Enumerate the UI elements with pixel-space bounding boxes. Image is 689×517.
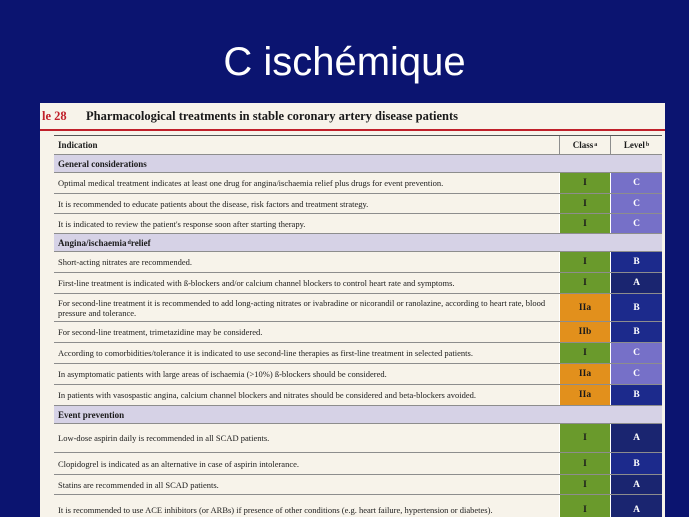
table-row [54,495,662,517]
indication-cell: Clopidogrel is indicated as an alternative in case of aspirin intolerance. [58,458,299,469]
class-cell: IIa [559,364,610,384]
level-cell: B [610,322,662,342]
table-row [54,322,662,343]
indication-cell: In asymptomatic patients with large areas of ischaemia (>10%) ß-blockers should be considered. [58,369,387,379]
class-cell: I [559,214,610,233]
section-title: General considerations [58,158,147,169]
level-cell: C [610,214,662,233]
indication-cell: In patients with vasospastic angina, calcium channel blockers and nitrates should be considered and beta-blockers avoided. [58,390,477,400]
indication-cell: Optimal medical treatment indicates at least one drug for angina/ischaemia relief plus drugs for event prevention. [58,178,444,188]
indication-cell: Short-acting nitrates are recommended. [58,257,193,267]
level-cell: A [610,273,662,293]
level-cell: B [610,294,662,321]
table-header-row [54,136,662,155]
level-cell: C [610,343,662,363]
indication-cell: Low-dose aspirin daily is recommended in all SCAD patients. [58,433,270,443]
table-row [54,385,662,406]
indication-cell: For second-line treatment it is recommended to add long-acting nitrates or ivabradine or nicorandil or ranolazine, according to heart rate, blood pressure and tolerance. [58,297,546,318]
section-row [54,406,662,424]
table-row [54,194,662,214]
level-cell: A [610,495,662,517]
level-cell: A [610,475,662,494]
header-level: Level b [610,136,662,154]
level-cell: B [610,385,662,405]
section-title: Event prevention [58,409,125,420]
class-cell: I [559,194,610,213]
indication-cell: Statins are recommended in all SCAD patients. [58,479,219,490]
class-cell: I [559,173,610,193]
level-cell: C [610,194,662,213]
indication-cell: First-line treatment is indicated with ß-blockers and/or calcium channel blockers to control heart rate and symptoms. [58,278,455,288]
class-cell: IIa [559,294,610,321]
class-cell: I [559,424,610,452]
class-cell: I [559,343,610,363]
level-cell: B [610,453,662,474]
recommendations-table [54,135,662,517]
section-row [54,155,662,173]
table-title: Pharmacological treatments in stable coronary artery disease patients [86,108,459,123]
level-cell: B [610,252,662,272]
class-cell: I [559,453,610,474]
class-cell: IIb [559,322,610,342]
indication-cell: For second-line treatment, trimetazidine may be considered. [58,327,263,337]
class-cell: I [559,273,610,293]
table-caption [40,103,665,129]
indication-cell: It is recommended to educate patients about the disease, risk factors and treatment strategy. [58,198,369,209]
section-row [54,234,662,252]
slide-title: C ischémique [223,40,466,84]
table-row [54,214,662,234]
section-title: Angina/ischaemia d relief [58,237,151,248]
indication-cell: It is recommended to use ACE inhibitors (or ARBs) if presence of other conditions (e.g. heart failure, hypertension or diabetes). [58,504,493,515]
indication-cell: It is indicated to review the patient's response soon after starting therapy. [58,218,306,229]
class-cell: I [559,252,610,272]
table-row [54,294,662,322]
class-cell: I [559,495,610,517]
class-cell: IIa [559,385,610,405]
table-row [54,173,662,194]
table-row [54,424,662,453]
table-row [54,343,662,364]
table-row [54,453,662,475]
table-row [54,273,662,294]
table-row [54,364,662,385]
level-cell: C [610,364,662,384]
table-row [54,475,662,495]
table-number: le 28 [42,108,67,123]
indication-cell: According to comorbidities/tolerance it is indicated to use second-line therapies as first-line treatment in selected patients. [58,348,473,358]
header-class: Class a [559,136,610,154]
scanned-table-document [40,103,665,517]
table-row [54,252,662,273]
class-cell: I [559,475,610,494]
header-indication: Indication [54,136,559,154]
level-cell: A [610,424,662,452]
caption-rule [40,129,665,131]
level-cell: C [610,173,662,193]
